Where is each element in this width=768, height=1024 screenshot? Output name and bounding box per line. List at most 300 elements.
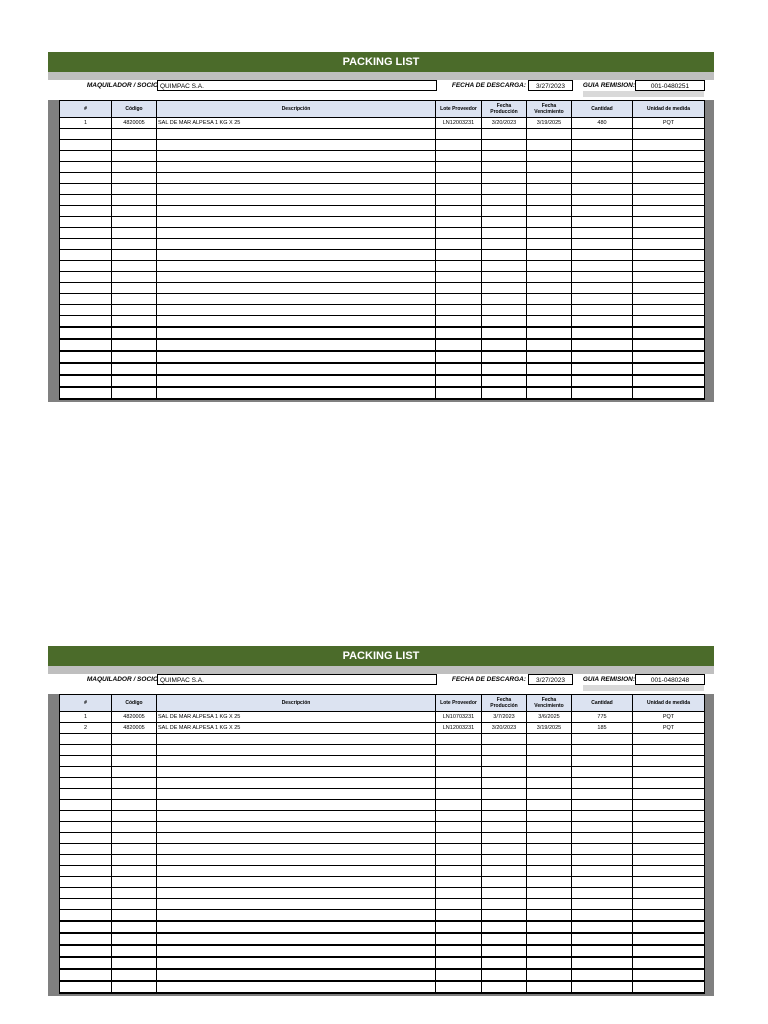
row-unidad[interactable] (633, 129, 705, 140)
row-descripcion[interactable] (157, 206, 436, 217)
row-cantidad[interactable] (572, 283, 633, 294)
row-produccion[interactable] (482, 339, 527, 351)
row-vencimiento[interactable] (527, 387, 572, 399)
row-vencimiento[interactable] (527, 184, 572, 195)
row-cantidad[interactable]: 480 (572, 118, 633, 129)
row-produccion[interactable] (482, 767, 527, 778)
row-number[interactable] (60, 261, 112, 272)
row-codigo[interactable] (112, 899, 157, 910)
row-codigo[interactable] (112, 811, 157, 822)
row-descripcion[interactable] (157, 945, 436, 957)
row-number[interactable] (60, 833, 112, 844)
row-cantidad[interactable] (572, 217, 633, 228)
row-lote[interactable] (436, 899, 482, 910)
row-codigo[interactable] (112, 888, 157, 899)
row-codigo[interactable] (112, 283, 157, 294)
row-vencimiento[interactable] (527, 969, 572, 981)
row-descripcion[interactable]: SAL DE MAR ALPESA 1 KG X 25 (157, 712, 436, 723)
row-descripcion[interactable] (157, 351, 436, 363)
row-cantidad[interactable] (572, 855, 633, 866)
row-vencimiento[interactable] (527, 855, 572, 866)
row-produccion[interactable] (482, 833, 527, 844)
row-number[interactable] (60, 945, 112, 957)
row-number[interactable]: 2 (60, 723, 112, 734)
row-descripcion[interactable] (157, 866, 436, 877)
row-cantidad[interactable] (572, 261, 633, 272)
row-descripcion[interactable] (157, 789, 436, 800)
row-unidad[interactable] (633, 877, 705, 888)
row-lote[interactable] (436, 339, 482, 351)
row-descripcion[interactable] (157, 272, 436, 283)
row-lote[interactable]: LN10703231 (436, 712, 482, 723)
row-number[interactable] (60, 811, 112, 822)
row-vencimiento[interactable] (527, 822, 572, 833)
row-descripcion[interactable] (157, 173, 436, 184)
row-lote[interactable] (436, 756, 482, 767)
row-vencimiento[interactable] (527, 957, 572, 969)
row-codigo[interactable] (112, 228, 157, 239)
row-vencimiento[interactable] (527, 272, 572, 283)
row-number[interactable] (60, 162, 112, 173)
row-produccion[interactable] (482, 921, 527, 933)
row-codigo[interactable]: 4820005 (112, 118, 157, 129)
row-lote[interactable] (436, 239, 482, 250)
row-lote[interactable]: LN12003231 (436, 723, 482, 734)
row-vencimiento[interactable] (527, 151, 572, 162)
row-number[interactable] (60, 921, 112, 933)
row-unidad[interactable] (633, 745, 705, 756)
row-codigo[interactable] (112, 745, 157, 756)
row-lote[interactable] (436, 969, 482, 981)
row-codigo[interactable] (112, 866, 157, 877)
row-number[interactable] (60, 239, 112, 250)
row-produccion[interactable] (482, 184, 527, 195)
row-codigo[interactable] (112, 272, 157, 283)
row-produccion[interactable] (482, 957, 527, 969)
row-produccion[interactable] (482, 228, 527, 239)
row-codigo[interactable] (112, 375, 157, 387)
row-lote[interactable] (436, 250, 482, 261)
row-vencimiento[interactable] (527, 283, 572, 294)
row-codigo[interactable] (112, 933, 157, 945)
row-unidad[interactable] (633, 151, 705, 162)
row-vencimiento[interactable] (527, 811, 572, 822)
row-cantidad[interactable] (572, 228, 633, 239)
row-descripcion[interactable] (157, 833, 436, 844)
row-codigo[interactable] (112, 945, 157, 957)
row-cantidad[interactable] (572, 339, 633, 351)
row-vencimiento[interactable] (527, 339, 572, 351)
row-number[interactable] (60, 272, 112, 283)
row-cantidad[interactable] (572, 921, 633, 933)
row-vencimiento[interactable]: 3/19/2025 (527, 118, 572, 129)
row-produccion[interactable] (482, 239, 527, 250)
row-number[interactable] (60, 844, 112, 855)
row-unidad[interactable] (633, 162, 705, 173)
row-codigo[interactable] (112, 921, 157, 933)
row-produccion[interactable] (482, 789, 527, 800)
row-cantidad[interactable] (572, 756, 633, 767)
row-unidad[interactable] (633, 734, 705, 745)
row-produccion[interactable] (482, 899, 527, 910)
row-cantidad[interactable] (572, 375, 633, 387)
row-codigo[interactable] (112, 129, 157, 140)
row-codigo[interactable] (112, 800, 157, 811)
row-codigo[interactable] (112, 756, 157, 767)
row-descripcion[interactable] (157, 363, 436, 375)
row-cantidad[interactable] (572, 899, 633, 910)
row-descripcion[interactable] (157, 305, 436, 316)
row-vencimiento[interactable] (527, 910, 572, 922)
row-vencimiento[interactable] (527, 921, 572, 933)
row-lote[interactable] (436, 910, 482, 922)
row-produccion[interactable] (482, 969, 527, 981)
row-lote[interactable] (436, 195, 482, 206)
row-produccion[interactable] (482, 844, 527, 855)
row-unidad[interactable] (633, 316, 705, 328)
row-cantidad[interactable] (572, 387, 633, 399)
row-unidad[interactable] (633, 921, 705, 933)
row-produccion[interactable] (482, 363, 527, 375)
row-codigo[interactable] (112, 151, 157, 162)
row-lote[interactable] (436, 745, 482, 756)
row-unidad[interactable] (633, 933, 705, 945)
row-produccion[interactable] (482, 375, 527, 387)
row-descripcion[interactable] (157, 239, 436, 250)
row-codigo[interactable] (112, 140, 157, 151)
row-vencimiento[interactable] (527, 195, 572, 206)
row-produccion[interactable] (482, 387, 527, 399)
row-descripcion[interactable] (157, 316, 436, 328)
row-unidad[interactable]: PQT (633, 723, 705, 734)
row-cantidad[interactable] (572, 866, 633, 877)
row-vencimiento[interactable] (527, 833, 572, 844)
row-codigo[interactable] (112, 734, 157, 745)
row-number[interactable] (60, 294, 112, 305)
row-cantidad[interactable] (572, 877, 633, 888)
row-number[interactable] (60, 877, 112, 888)
row-lote[interactable] (436, 228, 482, 239)
row-descripcion[interactable] (157, 899, 436, 910)
row-vencimiento[interactable] (527, 239, 572, 250)
row-lote[interactable] (436, 833, 482, 844)
row-unidad[interactable] (633, 250, 705, 261)
row-descripcion[interactable] (157, 910, 436, 922)
row-descripcion[interactable] (157, 250, 436, 261)
row-unidad[interactable]: PQT (633, 118, 705, 129)
row-cantidad[interactable] (572, 767, 633, 778)
row-number[interactable]: 1 (60, 118, 112, 129)
row-number[interactable] (60, 778, 112, 789)
row-codigo[interactable] (112, 206, 157, 217)
row-vencimiento[interactable] (527, 261, 572, 272)
row-descripcion[interactable] (157, 375, 436, 387)
row-vencimiento[interactable] (527, 375, 572, 387)
row-number[interactable] (60, 800, 112, 811)
row-vencimiento[interactable] (527, 981, 572, 993)
row-produccion[interactable] (482, 305, 527, 316)
row-cantidad[interactable] (572, 173, 633, 184)
socio-field[interactable]: QUIMPAC S.A. (157, 80, 437, 91)
row-descripcion[interactable] (157, 756, 436, 767)
row-number[interactable] (60, 129, 112, 140)
row-vencimiento[interactable] (527, 206, 572, 217)
row-produccion[interactable] (482, 294, 527, 305)
row-unidad[interactable] (633, 844, 705, 855)
row-unidad[interactable] (633, 756, 705, 767)
row-produccion[interactable] (482, 206, 527, 217)
row-descripcion[interactable]: SAL DE MAR ALPESA 1 KG X 25 (157, 723, 436, 734)
row-produccion[interactable] (482, 272, 527, 283)
row-number[interactable] (60, 140, 112, 151)
row-descripcion[interactable]: SAL DE MAR ALPESA 1 KG X 25 (157, 118, 436, 129)
row-unidad[interactable] (633, 228, 705, 239)
row-lote[interactable] (436, 957, 482, 969)
row-produccion[interactable] (482, 866, 527, 877)
row-unidad[interactable] (633, 363, 705, 375)
row-vencimiento[interactable] (527, 173, 572, 184)
row-vencimiento[interactable] (527, 351, 572, 363)
row-cantidad[interactable] (572, 969, 633, 981)
row-codigo[interactable] (112, 957, 157, 969)
row-produccion[interactable] (482, 877, 527, 888)
row-produccion[interactable] (482, 888, 527, 899)
row-codigo[interactable] (112, 833, 157, 844)
row-lote[interactable] (436, 778, 482, 789)
row-lote[interactable] (436, 129, 482, 140)
row-unidad[interactable] (633, 272, 705, 283)
row-lote[interactable] (436, 734, 482, 745)
row-unidad[interactable] (633, 778, 705, 789)
row-codigo[interactable] (112, 910, 157, 922)
row-cantidad[interactable] (572, 162, 633, 173)
row-lote[interactable] (436, 363, 482, 375)
row-unidad[interactable] (633, 866, 705, 877)
row-number[interactable] (60, 933, 112, 945)
row-cantidad[interactable] (572, 272, 633, 283)
row-produccion[interactable] (482, 283, 527, 294)
row-descripcion[interactable] (157, 844, 436, 855)
row-unidad[interactable] (633, 283, 705, 294)
row-cantidad[interactable] (572, 294, 633, 305)
row-descripcion[interactable] (157, 877, 436, 888)
row-cantidad[interactable] (572, 910, 633, 922)
row-lote[interactable] (436, 822, 482, 833)
row-produccion[interactable] (482, 981, 527, 993)
row-descripcion[interactable] (157, 228, 436, 239)
row-codigo[interactable] (112, 261, 157, 272)
row-cantidad[interactable] (572, 140, 633, 151)
row-number[interactable] (60, 789, 112, 800)
row-vencimiento[interactable] (527, 162, 572, 173)
row-vencimiento[interactable] (527, 933, 572, 945)
row-unidad[interactable] (633, 981, 705, 993)
row-unidad[interactable] (633, 327, 705, 339)
row-cantidad[interactable] (572, 844, 633, 855)
row-codigo[interactable]: 4820005 (112, 712, 157, 723)
row-vencimiento[interactable] (527, 888, 572, 899)
row-unidad[interactable] (633, 294, 705, 305)
row-number[interactable] (60, 910, 112, 922)
socio-field[interactable]: QUIMPAC S.A. (157, 674, 437, 685)
row-vencimiento[interactable] (527, 734, 572, 745)
row-vencimiento[interactable] (527, 129, 572, 140)
row-vencimiento[interactable] (527, 294, 572, 305)
row-cantidad[interactable]: 775 (572, 712, 633, 723)
row-number[interactable] (60, 375, 112, 387)
row-unidad[interactable] (633, 811, 705, 822)
row-descripcion[interactable] (157, 822, 436, 833)
row-produccion[interactable] (482, 250, 527, 261)
row-number[interactable] (60, 339, 112, 351)
row-lote[interactable] (436, 855, 482, 866)
row-codigo[interactable] (112, 162, 157, 173)
row-number[interactable] (60, 316, 112, 328)
row-number[interactable] (60, 228, 112, 239)
row-cantidad[interactable] (572, 822, 633, 833)
row-produccion[interactable] (482, 129, 527, 140)
row-number[interactable] (60, 822, 112, 833)
row-cantidad[interactable] (572, 957, 633, 969)
row-vencimiento[interactable] (527, 866, 572, 877)
row-produccion[interactable] (482, 778, 527, 789)
row-lote[interactable] (436, 184, 482, 195)
row-codigo[interactable] (112, 173, 157, 184)
row-unidad[interactable] (633, 261, 705, 272)
row-cantidad[interactable] (572, 981, 633, 993)
row-vencimiento[interactable] (527, 228, 572, 239)
row-descripcion[interactable] (157, 933, 436, 945)
row-lote[interactable] (436, 811, 482, 822)
row-lote[interactable] (436, 767, 482, 778)
row-produccion[interactable] (482, 151, 527, 162)
row-descripcion[interactable] (157, 811, 436, 822)
row-unidad[interactable] (633, 387, 705, 399)
row-number[interactable] (60, 327, 112, 339)
row-unidad[interactable] (633, 945, 705, 957)
row-unidad[interactable] (633, 140, 705, 151)
row-produccion[interactable] (482, 327, 527, 339)
row-cantidad[interactable] (572, 789, 633, 800)
row-descripcion[interactable] (157, 195, 436, 206)
row-cantidad[interactable] (572, 745, 633, 756)
row-lote[interactable] (436, 173, 482, 184)
row-lote[interactable] (436, 844, 482, 855)
row-number[interactable] (60, 305, 112, 316)
row-codigo[interactable] (112, 351, 157, 363)
row-lote[interactable] (436, 151, 482, 162)
row-unidad[interactable] (633, 767, 705, 778)
row-produccion[interactable] (482, 173, 527, 184)
row-lote[interactable] (436, 866, 482, 877)
guia-remision-field[interactable]: 001-0480248 (635, 674, 705, 685)
row-number[interactable] (60, 888, 112, 899)
row-produccion[interactable] (482, 316, 527, 328)
row-codigo[interactable] (112, 339, 157, 351)
row-descripcion[interactable] (157, 151, 436, 162)
row-codigo[interactable] (112, 855, 157, 866)
row-descripcion[interactable] (157, 745, 436, 756)
row-produccion[interactable] (482, 140, 527, 151)
row-cantidad[interactable] (572, 195, 633, 206)
row-codigo[interactable] (112, 844, 157, 855)
row-produccion[interactable] (482, 756, 527, 767)
row-descripcion[interactable] (157, 162, 436, 173)
row-descripcion[interactable] (157, 327, 436, 339)
row-descripcion[interactable] (157, 283, 436, 294)
row-codigo[interactable] (112, 327, 157, 339)
row-descripcion[interactable] (157, 184, 436, 195)
row-unidad[interactable] (633, 969, 705, 981)
row-codigo[interactable] (112, 217, 157, 228)
row-cantidad[interactable]: 185 (572, 723, 633, 734)
row-lote[interactable] (436, 217, 482, 228)
row-number[interactable] (60, 184, 112, 195)
row-number[interactable] (60, 981, 112, 993)
row-codigo[interactable] (112, 184, 157, 195)
row-unidad[interactable] (633, 888, 705, 899)
row-codigo[interactable] (112, 250, 157, 261)
row-lote[interactable] (436, 921, 482, 933)
row-unidad[interactable] (633, 375, 705, 387)
row-unidad[interactable] (633, 195, 705, 206)
row-codigo[interactable] (112, 877, 157, 888)
row-cantidad[interactable] (572, 184, 633, 195)
row-descripcion[interactable] (157, 957, 436, 969)
row-number[interactable] (60, 855, 112, 866)
row-number[interactable] (60, 217, 112, 228)
guia-remision-field[interactable]: 001-0480251 (635, 80, 705, 91)
row-number[interactable] (60, 756, 112, 767)
row-vencimiento[interactable] (527, 778, 572, 789)
row-lote[interactable] (436, 316, 482, 328)
row-produccion[interactable] (482, 822, 527, 833)
row-number[interactable] (60, 195, 112, 206)
row-unidad[interactable] (633, 957, 705, 969)
row-lote[interactable] (436, 375, 482, 387)
row-cantidad[interactable] (572, 734, 633, 745)
row-descripcion[interactable] (157, 140, 436, 151)
row-unidad[interactable] (633, 339, 705, 351)
row-produccion[interactable] (482, 933, 527, 945)
row-cantidad[interactable] (572, 305, 633, 316)
row-codigo[interactable] (112, 316, 157, 328)
row-lote[interactable] (436, 888, 482, 899)
row-cantidad[interactable] (572, 239, 633, 250)
row-descripcion[interactable] (157, 778, 436, 789)
row-number[interactable] (60, 745, 112, 756)
row-produccion[interactable] (482, 910, 527, 922)
row-descripcion[interactable] (157, 855, 436, 866)
row-number[interactable] (60, 734, 112, 745)
row-unidad[interactable] (633, 899, 705, 910)
row-vencimiento[interactable] (527, 877, 572, 888)
row-cantidad[interactable] (572, 833, 633, 844)
row-lote[interactable] (436, 945, 482, 957)
row-codigo[interactable] (112, 363, 157, 375)
row-descripcion[interactable] (157, 800, 436, 811)
row-descripcion[interactable] (157, 767, 436, 778)
row-lote[interactable] (436, 327, 482, 339)
row-vencimiento[interactable] (527, 217, 572, 228)
row-cantidad[interactable] (572, 351, 633, 363)
row-lote[interactable] (436, 261, 482, 272)
row-number[interactable] (60, 151, 112, 162)
row-lote[interactable]: LN12003231 (436, 118, 482, 129)
row-unidad[interactable] (633, 822, 705, 833)
row-vencimiento[interactable] (527, 767, 572, 778)
row-lote[interactable] (436, 294, 482, 305)
